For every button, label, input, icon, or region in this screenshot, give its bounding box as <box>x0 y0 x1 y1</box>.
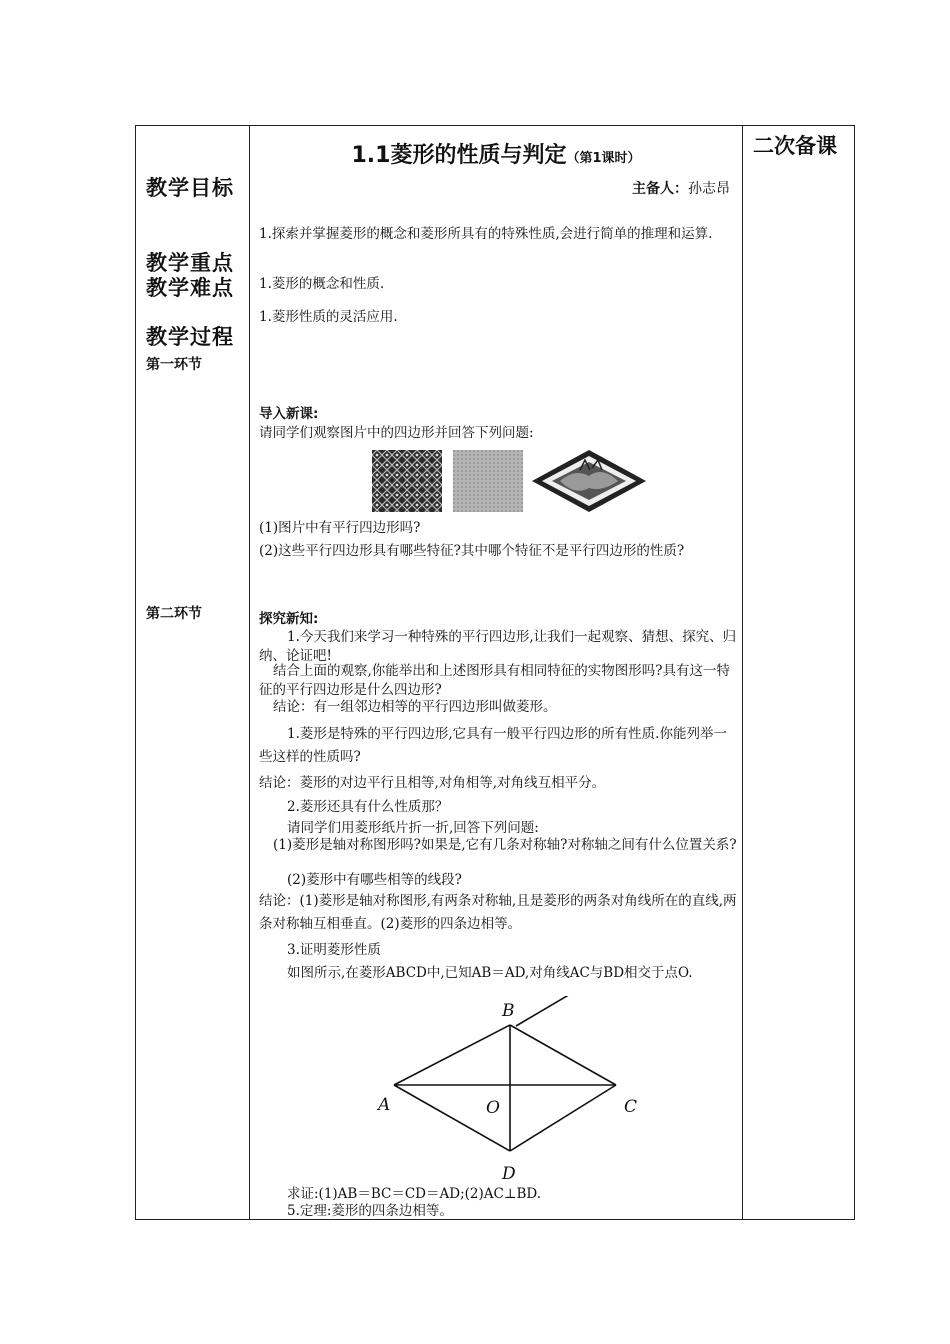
pattern-tile-image <box>372 450 442 512</box>
explore-question-2: (2)菱形中有哪些相等的线段? <box>287 872 462 888</box>
explore-conclusion-2: 结论：菱形的对边平行且相等,对角相等,对角线互相平分。 <box>259 775 606 791</box>
left-label-column <box>136 126 249 1219</box>
label-process: 教学过程 <box>146 325 234 349</box>
label-difficulty: 教学难点 <box>146 276 234 300</box>
intro-line: 请同学们观察图片中的四边形并回答下列问题: <box>259 425 534 441</box>
side-bc <box>510 1025 616 1085</box>
intro-heading: 导入新课: <box>259 406 319 422</box>
title-main: 1.1菱形的性质与判定 <box>351 143 567 168</box>
theorem-statement: 5.定理:菱形的四条边相等。 <box>287 1203 453 1219</box>
framed-painting-image <box>530 448 648 514</box>
label-teaching-goal: 教学目标 <box>146 176 234 200</box>
explore-para-1: 1.今天我们来学习一种特殊的平行四边形,让我们一起观察、猜想、探究、归纳、论证吧! <box>259 629 737 664</box>
explore-conclusion-3: 结论：(1)菱形是轴对称图形,有两条对称轴,且是菱形的两条对角线所在的直线,两条对称轴互相垂直。(2)菱形的四条边相等。 <box>259 893 737 932</box>
explore-question-1: (1)菱形是轴对称图形吗?如果是,它有几条对称轴?对称轴之间有什么位置关系? <box>273 837 737 853</box>
explore-para-2: 结合上面的观察,你能举出和上述图形具有相同特征的实物图形吗?具有这一特征的平行四边形是什么四边形? <box>259 663 731 698</box>
label-stage-1: 第一环节 <box>146 357 202 373</box>
page-title <box>250 138 742 169</box>
label-key-point: 教学重点 <box>146 251 234 275</box>
label-a: A <box>378 1095 391 1115</box>
goal-text: 1.探索并掌握菱形的概念和菱形所具有的特殊性质,会进行简单的推理和运算. <box>259 226 713 242</box>
title-note: （第1课时） <box>566 151 641 166</box>
side-cd <box>510 1085 616 1151</box>
explore-conclusion-1: 结论：有一组邻边相等的平行四边形叫做菱形。 <box>273 699 557 715</box>
difficulty-text: 1.菱形性质的灵活应用. <box>259 309 398 325</box>
question-2: (2)这些平行四边形具有哪些特征?其中哪个特征不是平行四边形的性质? <box>259 543 685 559</box>
question-1: (1)图片中有平行四边形吗? <box>259 520 421 536</box>
lesson-plan-table <box>135 125 855 1220</box>
prove-statement: 求证:(1)AB＝BC＝CD＝AD;(2)AC⊥BD. <box>287 1186 542 1202</box>
label-b: B <box>502 1001 515 1021</box>
explore-para-4: 2.菱形还具有什么性质那？ <box>287 799 449 815</box>
explore-para-5: 请同学们用菱形纸片折一折,回答下列问题: <box>287 820 539 836</box>
label-stage-2: 第二环节 <box>146 606 202 622</box>
label-d: D <box>502 1164 516 1184</box>
side-ab <box>394 1025 510 1085</box>
rhombus-figure-geometry <box>376 996 666 1186</box>
author-line <box>632 178 730 198</box>
explore-para-7: 如图所示,在菱形ABCD中,已知AB＝AD,对角线AC与BD相交于点O. <box>287 965 693 981</box>
label-o: O <box>486 1098 500 1118</box>
key-text: 1.菱形的概念和性质. <box>259 276 385 292</box>
author-label: 主备人： <box>632 181 688 197</box>
gray-texture-image <box>453 450 523 512</box>
explore-para-3: 1.菱形是特殊的平行四边形,它具有一般平行四边形的所有性质.你能列举一些这样的性质吗? <box>259 726 727 765</box>
second-prep-heading: 二次备课 <box>753 134 837 158</box>
content-column <box>250 126 742 1219</box>
label-c: C <box>624 1097 638 1117</box>
explore-heading: 探究新知: <box>259 611 319 627</box>
explore-para-6: 3.证明菱形性质 <box>287 942 381 958</box>
second-prep-column <box>743 126 855 1219</box>
side-da <box>394 1085 510 1151</box>
author-name: 孙志昂 <box>688 181 730 197</box>
